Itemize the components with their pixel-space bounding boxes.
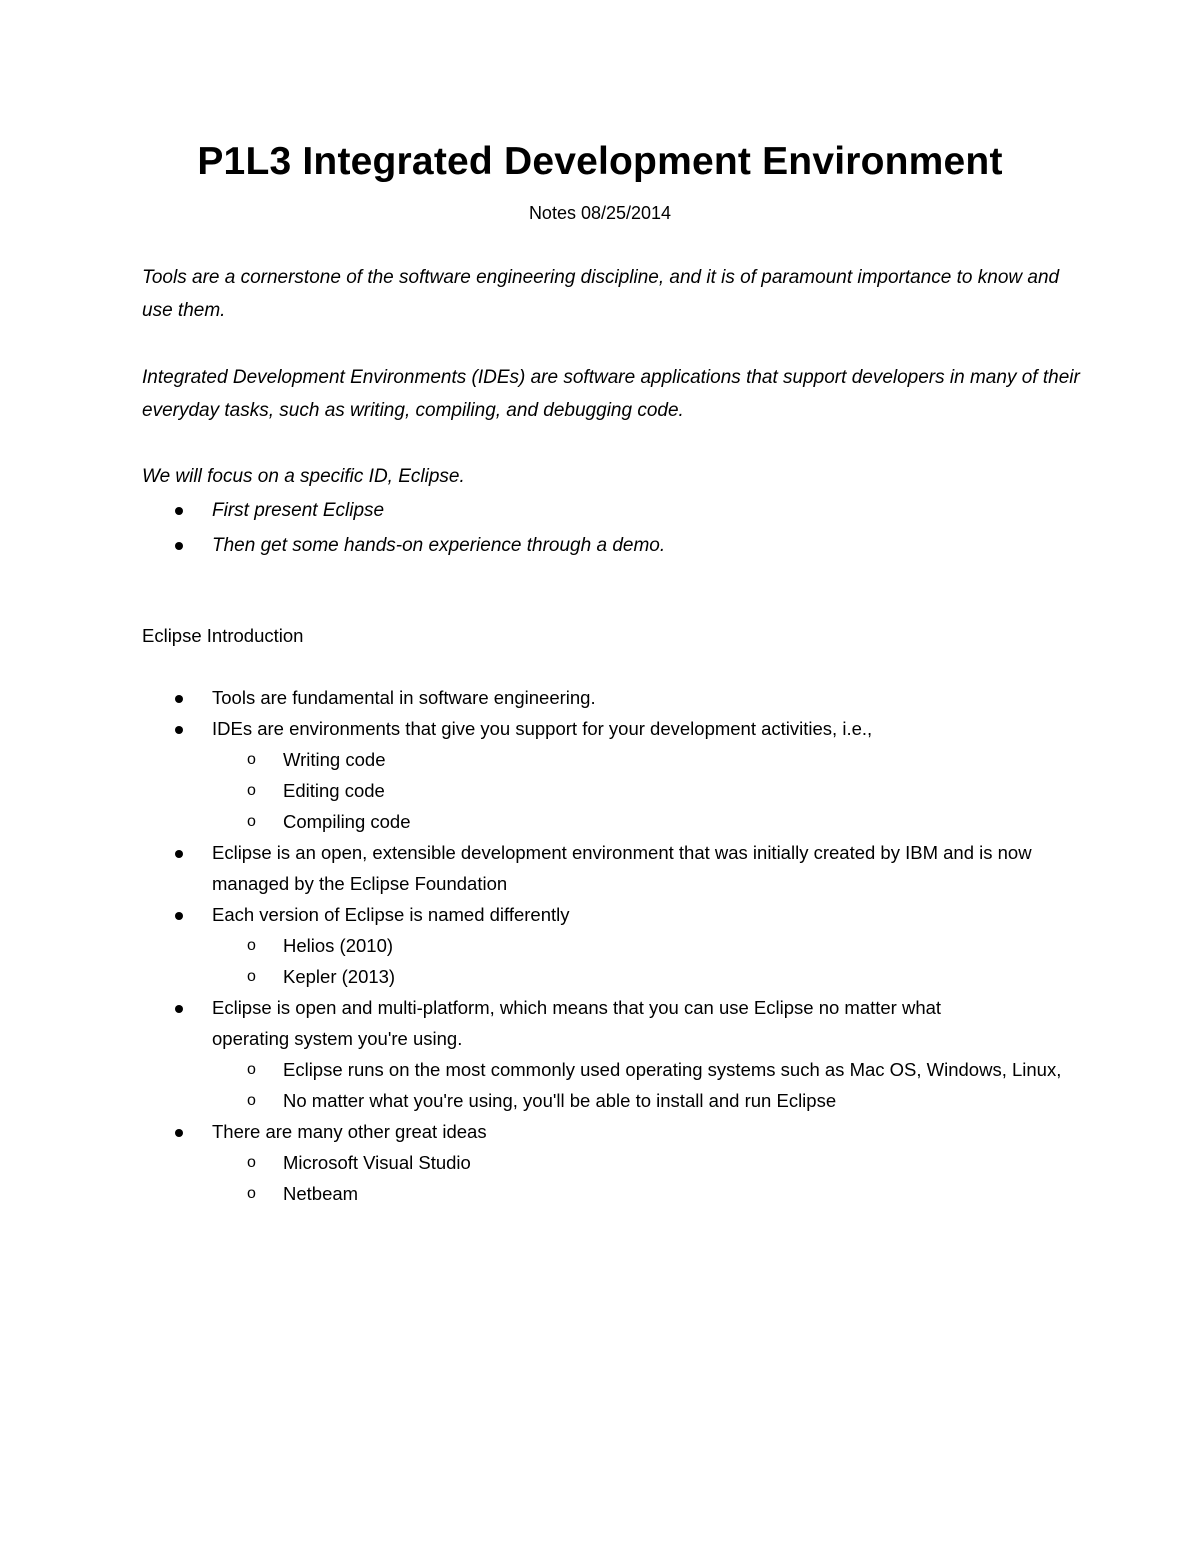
circle-bullet-icon: o — [247, 1092, 256, 1109]
sub-list-item: o Writing code — [142, 744, 1082, 775]
circle-bullet-icon: o — [247, 937, 256, 954]
focus-statement: We will focus on a specific ID, Eclipse. — [142, 466, 465, 487]
bullet-icon — [175, 695, 183, 703]
intro-paragraph-1: Tools are a cornerstone of the software engineering discipline, and it is of paramount importance to know and use them. — [142, 267, 1060, 321]
list-item: First present Eclipse — [142, 493, 1082, 528]
circle-bullet-icon: o — [247, 1154, 256, 1171]
bullet-icon — [175, 912, 183, 920]
sub-list-item: o Kepler (2013) — [142, 961, 1082, 992]
list-item: Eclipse is open and multi-platform, which means that you can use Eclipse no matter what operating system you're using. — [142, 992, 1082, 1054]
sub-list-item: o Editing code — [142, 775, 1082, 806]
bullet-icon — [175, 1005, 183, 1013]
list-item: Then get some hands-on experience through a demo. — [142, 528, 1082, 563]
focus-list — [142, 493, 1082, 563]
page-subtitle: Notes 08/25/2014 — [528, 203, 672, 223]
sub-list-item: o Helios (2010) — [142, 930, 1082, 961]
points-list — [142, 682, 1082, 1209]
sub-list-item: o Eclipse runs on the most commonly used operating systems such as Mac OS, Windows, Linux, — [142, 1054, 1082, 1085]
page-title: P1L3 Integrated Development Environment — [197, 140, 1003, 183]
circle-bullet-icon: o — [247, 751, 256, 768]
sub-list-item: o Microsoft Visual Studio — [142, 1147, 1082, 1178]
circle-bullet-icon: o — [247, 1185, 256, 1202]
sub-list-item: o Compiling code — [142, 806, 1082, 837]
bullet-icon — [175, 507, 183, 515]
bullet-icon — [175, 850, 183, 858]
list-item: Each version of Eclipse is named differently — [142, 899, 1082, 930]
list-item: There are many other great ideas — [142, 1116, 1082, 1147]
bullet-icon — [175, 726, 183, 734]
bullet-icon — [175, 542, 183, 550]
bullet-icon — [175, 1129, 183, 1137]
eclipse-points — [142, 682, 1082, 1209]
circle-bullet-icon: o — [247, 1061, 256, 1078]
sub-list-item: o Netbeam — [142, 1178, 1082, 1209]
list-item: Tools are fundamental in software engineering. — [142, 682, 1082, 713]
focus-section — [142, 460, 1082, 563]
circle-bullet-icon: o — [247, 813, 256, 830]
list-item: IDEs are environments that give you support for your development activities, i.e., — [142, 713, 1082, 744]
intro-paragraph-2: Integrated Development Environments (IDEs) are software applications that support developers in many of their everyday tasks, such as writing, compiling, and debugging code. — [142, 367, 1080, 421]
circle-bullet-icon: o — [247, 968, 256, 985]
sub-list-item: o No matter what you're using, you'll be able to install and run Eclipse — [142, 1085, 1082, 1116]
section-heading: Eclipse Introduction — [142, 625, 304, 646]
list-item: Eclipse is an open, extensible development environment that was initially created by IBM and is now managed by the Eclipse Foundation — [142, 837, 1082, 899]
circle-bullet-icon: o — [247, 782, 256, 799]
